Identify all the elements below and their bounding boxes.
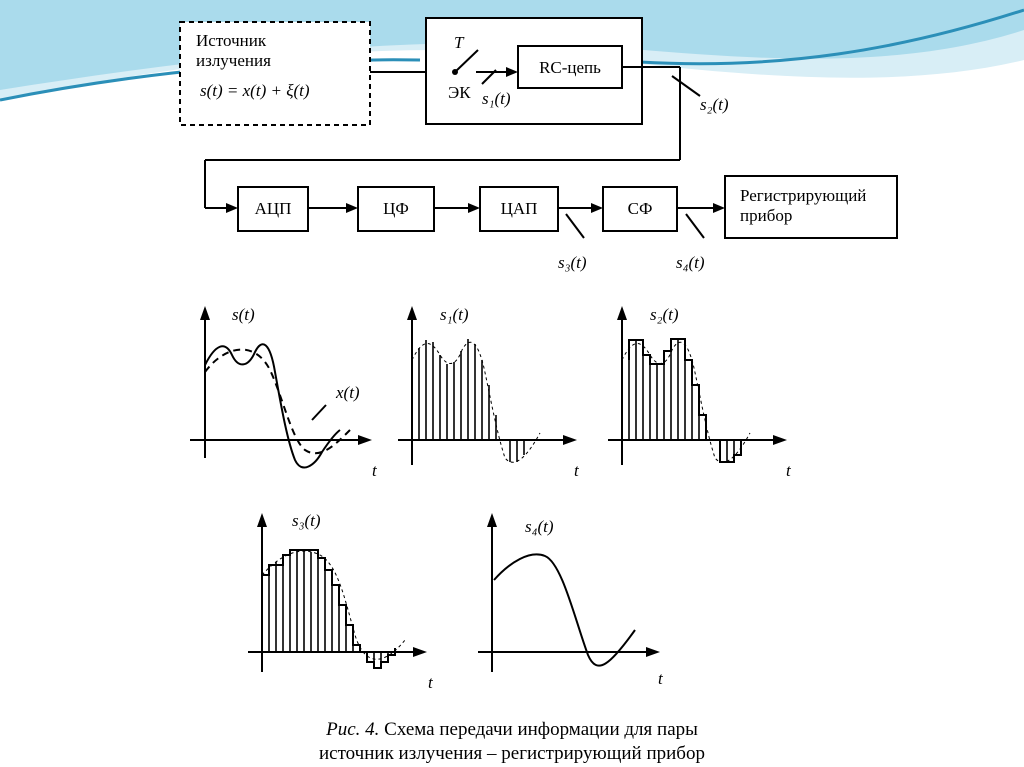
switch-label: T <box>454 33 464 52</box>
graph-s1-envelope <box>412 342 540 462</box>
graph-s3-axis-label: t <box>428 673 433 692</box>
caption-line1 <box>0 718 1024 742</box>
graph-s3-samples <box>269 550 388 668</box>
adc-block-label: АЦП <box>254 199 292 218</box>
graph-s3-staircase <box>262 550 395 668</box>
digital-filter-block-label: ЦФ <box>383 199 409 218</box>
graph-s1 <box>398 305 580 480</box>
graph-x-label: x(t) <box>336 383 360 402</box>
signal-s4-label: s₄(t) <box>676 253 705 272</box>
caption-prefix: Рис. 4. <box>326 719 380 740</box>
graph-s1-samples <box>419 339 524 462</box>
graph-s4 <box>478 513 664 688</box>
dac-block-label: ЦАП <box>500 199 538 218</box>
graph-s3-label: s₃(t) <box>292 511 321 530</box>
graph-s-label: s(t) <box>232 305 255 324</box>
caption-text-line2: источник излучения – регистрирующий прибор <box>319 743 705 764</box>
graph-s1-axis-label: t <box>574 461 579 480</box>
signal-s1-label: s₁(t) <box>482 89 511 108</box>
source-title-line1: Источник <box>196 31 267 50</box>
switch-name: ЭК <box>448 83 471 102</box>
graph-s2-label: s₂(t) <box>650 305 679 324</box>
graph-s4-label: s₄(t) <box>525 517 554 536</box>
graph-x-curve <box>205 350 350 454</box>
caption-text-line1: Схема передачи информации для пары <box>379 719 698 740</box>
graph-s4-curve <box>494 554 635 665</box>
graph-s1-label: s₁(t) <box>440 305 469 324</box>
recorder-block-line2: прибор <box>740 206 793 225</box>
rc-block-label: RC-цепь <box>539 58 601 77</box>
figure-caption <box>0 718 1024 766</box>
block-diagram <box>180 18 897 272</box>
signal-s3-label: s₃(t) <box>558 253 587 272</box>
source-title-line2: излучения <box>196 51 271 70</box>
graph-s3 <box>248 511 434 692</box>
graph-s <box>190 305 378 480</box>
graph-s-axis-label: t <box>372 461 377 480</box>
graph-s-curve <box>205 344 340 467</box>
graph-s4-axis-label: t <box>658 669 663 688</box>
smoothing-filter-block-label: СФ <box>627 199 653 218</box>
graph-s2-axis-label: t <box>786 461 791 480</box>
graph-s2 <box>608 305 792 480</box>
signal-s2-label: s₂(t) <box>700 95 729 114</box>
graph-s2-samples <box>629 339 734 462</box>
recorder-block-line1: Регистрирующий <box>740 186 867 205</box>
source-formula: s(t) = x(t) + ξ(t) <box>200 81 310 100</box>
